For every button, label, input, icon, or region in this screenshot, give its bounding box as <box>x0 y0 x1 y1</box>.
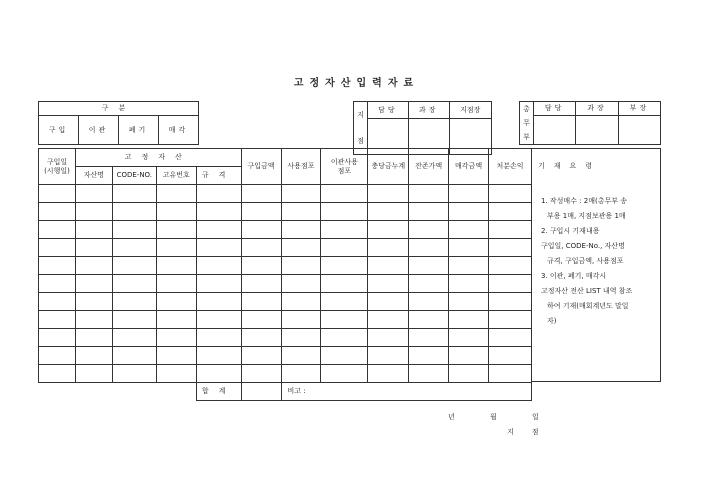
col-spec: 규격 <box>196 167 241 185</box>
note-line: 하여 기재(매회계년도 말일 <box>547 302 629 310</box>
table-cell[interactable] <box>75 347 112 365</box>
table-cell[interactable] <box>409 293 449 311</box>
hq-sign-head[interactable] <box>618 116 660 145</box>
table-cell[interactable] <box>241 185 281 203</box>
table-cell[interactable] <box>196 365 241 383</box>
table-cell[interactable] <box>112 221 156 239</box>
note-line: 3. 이관, 폐기, 매각시 <box>541 272 607 280</box>
note-line: 2. 구입시 기재내용 <box>541 227 600 235</box>
table-cell[interactable] <box>156 257 196 275</box>
table-cell[interactable] <box>75 185 112 203</box>
table-row <box>39 329 532 347</box>
notes-panel <box>532 148 661 382</box>
table-cell[interactable] <box>112 239 156 257</box>
hq-role-staff: 담당 <box>534 102 576 116</box>
table-cell[interactable] <box>321 311 368 329</box>
hq-sign-staff[interactable] <box>534 116 576 145</box>
table-cell[interactable] <box>368 257 409 275</box>
branch-label: 지점 <box>507 428 557 436</box>
table-cell[interactable] <box>75 239 112 257</box>
table-cell[interactable] <box>75 329 112 347</box>
table-cell[interactable] <box>75 275 112 293</box>
note-line: 자) <box>547 317 557 325</box>
table-cell[interactable] <box>449 293 489 311</box>
table-cell[interactable] <box>281 311 321 329</box>
table-cell[interactable] <box>241 257 281 275</box>
table-cell[interactable] <box>409 347 449 365</box>
table-cell[interactable] <box>368 347 409 365</box>
total-spacer <box>39 383 197 401</box>
table-cell[interactable] <box>39 347 76 365</box>
table-cell[interactable] <box>368 365 409 383</box>
table-cell[interactable] <box>321 185 368 203</box>
table-cell[interactable] <box>281 257 321 275</box>
table-cell[interactable] <box>409 239 449 257</box>
table-cell[interactable] <box>321 275 368 293</box>
col-unique-no: 고유번호 <box>156 167 196 185</box>
branch-role-staff: 담당 <box>368 102 409 119</box>
table-cell[interactable] <box>281 275 321 293</box>
total-amount[interactable] <box>241 383 281 401</box>
table-cell[interactable] <box>112 293 156 311</box>
note-line: 고정자산 전산 LIST 내역 참조 <box>541 287 633 295</box>
table-cell[interactable] <box>281 221 321 239</box>
table-cell[interactable] <box>409 257 449 275</box>
table-cell[interactable] <box>196 329 241 347</box>
table-cell[interactable] <box>112 275 156 293</box>
hq-role-manager: 과장 <box>576 102 618 116</box>
hq-role-head: 부장 <box>618 102 660 116</box>
table-row <box>39 293 532 311</box>
note-line: 부용 1매, 지점보관용 1매 <box>547 212 626 220</box>
table-cell[interactable] <box>409 221 449 239</box>
note-line: 규격, 구입금액, 사용점포 <box>547 257 624 265</box>
total-row <box>39 383 532 401</box>
category-header: 구분 <box>39 102 199 116</box>
table-cell[interactable] <box>409 275 449 293</box>
col-disposal-gain: 처분손익 <box>489 149 532 185</box>
branch-approval-label: 지점 <box>354 102 368 155</box>
total-label: 합계 <box>196 383 241 401</box>
table-cell[interactable] <box>196 239 241 257</box>
table-cell[interactable] <box>449 347 489 365</box>
table-cell[interactable] <box>112 311 156 329</box>
table-cell[interactable] <box>196 311 241 329</box>
table-cell[interactable] <box>449 203 489 221</box>
table-cell[interactable] <box>196 293 241 311</box>
table-cell[interactable] <box>321 203 368 221</box>
table-cell[interactable] <box>281 239 321 257</box>
table-cell[interactable] <box>368 311 409 329</box>
table-row <box>39 311 532 329</box>
category-sale[interactable]: 매각 <box>159 116 199 145</box>
table-cell[interactable] <box>449 239 489 257</box>
table-row <box>39 239 532 257</box>
table-cell[interactable] <box>489 239 532 257</box>
table-cell[interactable] <box>39 275 76 293</box>
table-cell[interactable] <box>75 293 112 311</box>
category-table <box>38 101 199 145</box>
table-cell[interactable] <box>409 365 449 383</box>
table-cell[interactable] <box>241 239 281 257</box>
table-cell[interactable] <box>156 185 196 203</box>
table-cell[interactable] <box>489 311 532 329</box>
table-cell[interactable] <box>75 365 112 383</box>
table-cell[interactable] <box>156 221 196 239</box>
col-accum-reserve: 충당금누계 <box>368 149 409 185</box>
table-cell[interactable] <box>489 275 532 293</box>
table-row <box>39 203 532 221</box>
table-cell[interactable] <box>409 311 449 329</box>
table-row <box>39 221 532 239</box>
hq-approval-label: 총무부 <box>520 102 534 145</box>
hq-approval-table <box>519 101 661 145</box>
table-cell[interactable] <box>281 365 321 383</box>
table-cell[interactable] <box>449 275 489 293</box>
table-cell[interactable] <box>321 365 368 383</box>
table-cell[interactable] <box>112 203 156 221</box>
table-cell[interactable] <box>368 293 409 311</box>
table-cell[interactable] <box>196 221 241 239</box>
table-cell[interactable] <box>156 365 196 383</box>
table-cell[interactable] <box>39 293 76 311</box>
asset-table <box>38 148 532 401</box>
col-residual-value: 잔존가액 <box>409 149 449 185</box>
table-cell[interactable] <box>241 293 281 311</box>
table-cell[interactable] <box>39 203 76 221</box>
branch-role-head: 지점장 <box>449 102 491 119</box>
table-cell[interactable] <box>449 221 489 239</box>
branch-role-manager: 과장 <box>408 102 449 119</box>
col-purchase-date: 구입일 (시행일) <box>39 149 76 185</box>
table-row <box>39 257 532 275</box>
table-cell[interactable] <box>489 329 532 347</box>
table-cell[interactable] <box>409 185 449 203</box>
table-cell[interactable] <box>241 311 281 329</box>
table-cell[interactable] <box>449 311 489 329</box>
table-cell[interactable] <box>75 221 112 239</box>
table-cell[interactable] <box>156 311 196 329</box>
table-cell[interactable] <box>112 329 156 347</box>
table-cell[interactable] <box>368 203 409 221</box>
table-cell[interactable] <box>489 365 532 383</box>
table-cell[interactable] <box>321 221 368 239</box>
table-cell[interactable] <box>39 221 76 239</box>
table-cell[interactable] <box>449 185 489 203</box>
table-cell[interactable] <box>489 185 532 203</box>
table-cell[interactable] <box>156 275 196 293</box>
table-row <box>39 347 532 365</box>
table-cell[interactable] <box>39 257 76 275</box>
table-cell[interactable] <box>449 257 489 275</box>
note-line: 1. 작성매수 : 2매(총무부 송 <box>541 197 627 205</box>
col-asset-group: 고정자산 <box>75 149 241 167</box>
table-cell[interactable] <box>156 203 196 221</box>
table-cell[interactable] <box>449 329 489 347</box>
table-cell[interactable] <box>368 221 409 239</box>
table-cell[interactable] <box>281 329 321 347</box>
table-cell[interactable] <box>241 203 281 221</box>
category-purchase[interactable]: 구입 <box>39 116 79 145</box>
col-asset-name: 자산명 <box>75 167 112 185</box>
category-transfer[interactable]: 이관 <box>79 116 119 145</box>
category-disposal[interactable]: 폐기 <box>119 116 159 145</box>
table-cell[interactable] <box>368 275 409 293</box>
table-cell[interactable] <box>112 257 156 275</box>
table-cell[interactable] <box>39 365 76 383</box>
table-cell[interactable] <box>75 203 112 221</box>
branch-approval-table <box>353 101 492 155</box>
remarks-field[interactable]: 비고 : <box>281 383 532 401</box>
table-cell[interactable] <box>39 329 76 347</box>
table-cell[interactable] <box>489 293 532 311</box>
date-month: 월 <box>490 413 497 421</box>
table-cell[interactable] <box>196 275 241 293</box>
table-row <box>39 275 532 293</box>
table-row <box>39 185 532 203</box>
col-use-store: 사용점포 <box>281 149 321 185</box>
table-cell[interactable] <box>156 329 196 347</box>
table-cell[interactable] <box>321 347 368 365</box>
table-cell[interactable] <box>321 329 368 347</box>
table-cell[interactable] <box>321 293 368 311</box>
table-cell[interactable] <box>368 239 409 257</box>
table-cell[interactable] <box>39 311 76 329</box>
table-cell[interactable] <box>241 347 281 365</box>
table-cell[interactable] <box>75 311 112 329</box>
table-cell[interactable] <box>241 275 281 293</box>
table-cell[interactable] <box>368 185 409 203</box>
table-cell[interactable] <box>112 365 156 383</box>
table-cell[interactable] <box>489 347 532 365</box>
table-cell[interactable] <box>281 293 321 311</box>
col-sale-amount: 매각금액 <box>449 149 489 185</box>
table-cell[interactable] <box>368 329 409 347</box>
table-cell[interactable] <box>156 293 196 311</box>
col-transfer-store: 이관사용 점포 <box>321 149 368 185</box>
table-cell[interactable] <box>321 239 368 257</box>
table-row <box>39 365 532 383</box>
table-cell[interactable] <box>156 347 196 365</box>
col-purchase-amount: 구입금액 <box>241 149 281 185</box>
table-cell[interactable] <box>196 185 241 203</box>
table-cell[interactable] <box>281 185 321 203</box>
table-cell[interactable] <box>281 203 321 221</box>
table-cell[interactable] <box>489 257 532 275</box>
table-cell[interactable] <box>39 239 76 257</box>
note-line: 구입일, CODE-No., 자산명 <box>541 242 625 250</box>
form-title: 고정자산입력자료 <box>293 78 420 89</box>
table-cell[interactable] <box>196 203 241 221</box>
table-cell[interactable] <box>39 185 76 203</box>
table-cell[interactable] <box>489 203 532 221</box>
table-cell[interactable] <box>196 347 241 365</box>
table-cell[interactable] <box>241 221 281 239</box>
table-cell[interactable] <box>409 203 449 221</box>
date-day: 일 <box>532 413 539 421</box>
table-cell[interactable] <box>112 347 156 365</box>
notes-header: 기재요령 <box>538 162 602 170</box>
col-code-no: CODE-NO. <box>112 167 156 185</box>
table-cell[interactable] <box>409 329 449 347</box>
table-cell[interactable] <box>281 347 321 365</box>
table-cell[interactable] <box>489 221 532 239</box>
notes-list <box>541 194 659 329</box>
table-cell[interactable] <box>75 257 112 275</box>
table-cell[interactable] <box>156 239 196 257</box>
table-cell[interactable] <box>112 185 156 203</box>
table-cell[interactable] <box>241 365 281 383</box>
table-cell[interactable] <box>196 257 241 275</box>
table-cell[interactable] <box>321 257 368 275</box>
table-cell[interactable] <box>449 365 489 383</box>
date-year: 년 <box>448 413 455 421</box>
hq-sign-manager[interactable] <box>576 116 618 145</box>
table-cell[interactable] <box>241 329 281 347</box>
